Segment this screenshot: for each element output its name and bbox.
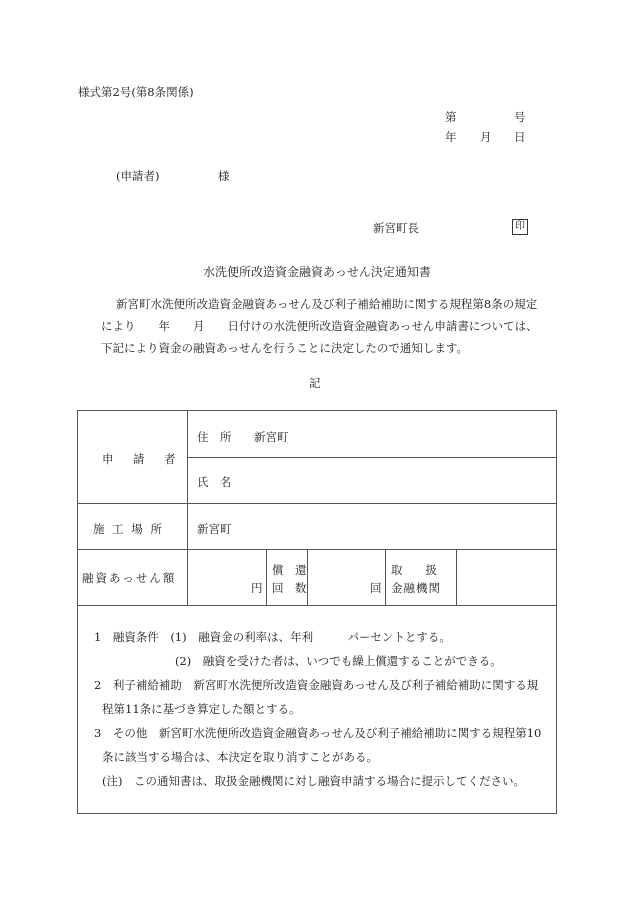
yen-unit: 円 [251,581,263,595]
bank-label-top: 取 扱 [391,563,437,577]
date-month: 月 [480,130,492,144]
seal-mark: 印 [512,219,528,235]
number-prefix: 第 [445,110,457,124]
condition-1-2: (2) 融資を受けた者は、いつでも繰上償還することができる。 [175,654,502,668]
repay-label-bottom: 回 数 [272,581,307,595]
applicant-cell-label: 申 請 者 [102,452,180,466]
note: (注) この通知書は、取扱金融機関に対し融資申請する場合に提示してください。 [102,774,525,788]
address-value: 新宮町 [254,430,289,444]
rule-yen-col [266,549,267,605]
condition-1: 1 融資条件 (1) 融資金の利率は、年利 パーセントとする。 [94,630,451,644]
rule-repay-col [307,549,308,605]
rule-bank-col [456,549,457,605]
body-line-3: 下記により資金の融資あっせんを行うことに決定したので通知します。 [101,341,468,355]
honorific: 様 [218,169,230,183]
site-label: 施 工 場 所 [93,522,164,536]
condition-2-cont: 程第11条に基づき算定した額とする。 [102,702,301,716]
condition-2: 2 利子補給補助 新宮町水洗便所改造資金融資あっせん及び利子補給補助に関する規 [94,678,539,692]
date-year: 年 [445,130,457,144]
date-day: 日 [514,130,526,144]
document-title: 水洗便所改造資金融資あっせん決定通知書 [203,265,431,279]
rule-label-col [187,410,188,605]
bank-label-bottom: 金融機関 [391,581,441,595]
form-number: 様式第2号(第8条関係) [78,85,194,99]
ki-mark: 記 [309,376,321,390]
condition-3-cont: 条に該当する場合は、本決定を取り消すことがある。 [102,750,378,764]
number-suffix: 号 [514,110,526,124]
rule-applicant [77,503,557,504]
rule-loan [77,605,557,606]
site-value: 新宮町 [197,522,232,536]
rule-kai-col [385,549,386,605]
mayor-title: 新宮町長 [373,221,419,235]
rule-site [77,549,557,550]
condition-3: 3 その他 新宮町水洗便所改造資金融資あっせん及び利子補給補助に関する規程第10 [94,726,542,740]
applicant-label: (申請者) [116,169,160,183]
body-line-2: により 年 月 日付けの水洗便所改造資金融資あっせん申請書については、 [101,319,538,333]
loan-amount-label: 融資あっせん額 [82,571,177,585]
address-label: 住 所 [197,430,232,444]
body-line-1: 新宮町水洗便所改造資金融資あっせん及び利子補給補助に関する規程第8条の規定 [116,297,538,311]
repay-label-top: 償 還 [272,563,307,577]
rule-address [187,457,557,458]
kai-unit: 回 [370,581,382,595]
name-label: 氏 名 [197,475,232,489]
